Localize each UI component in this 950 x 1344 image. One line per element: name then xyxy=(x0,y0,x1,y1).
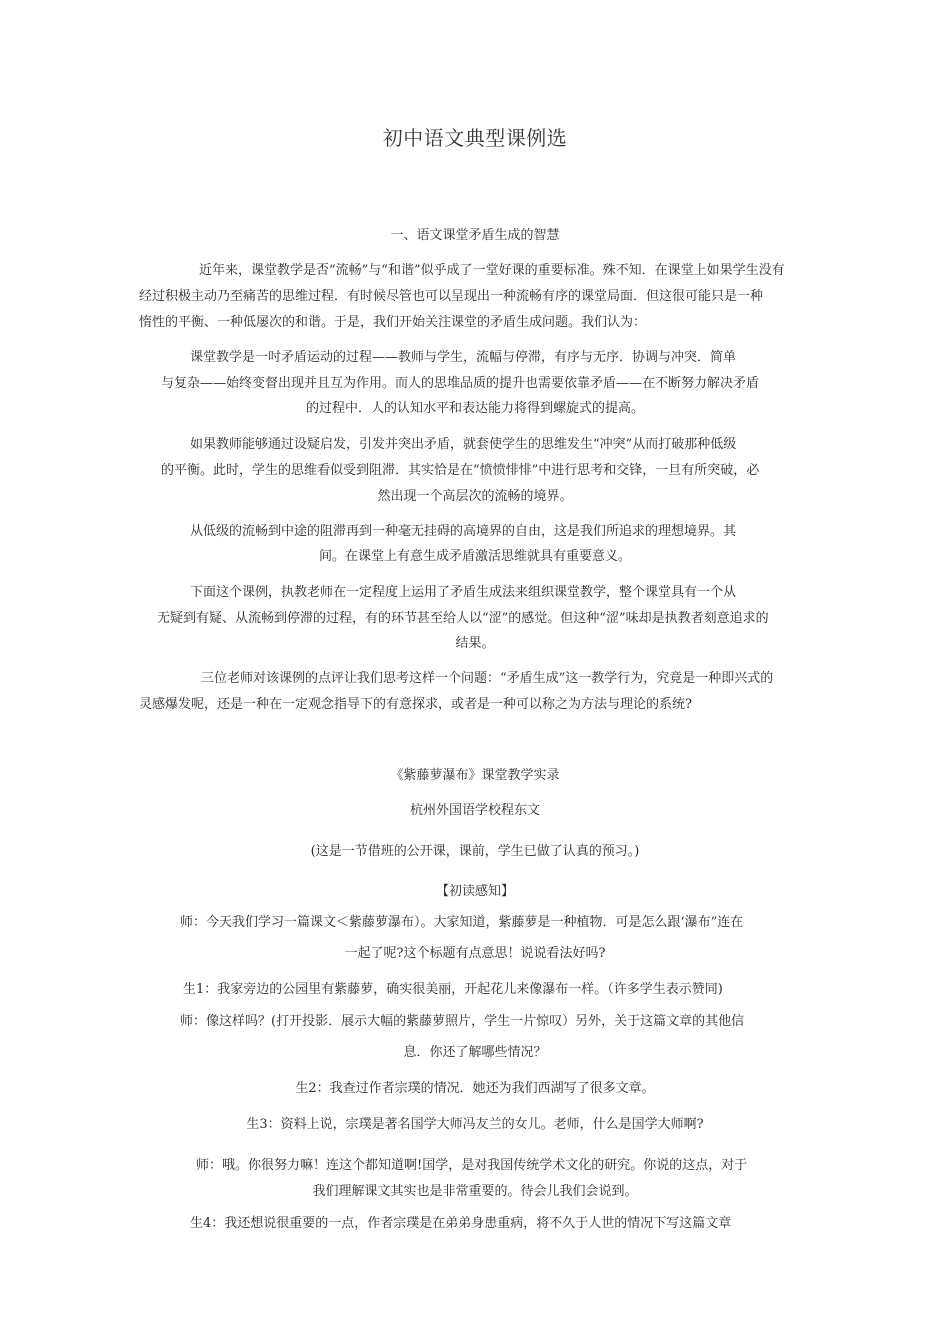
paragraph-line: 的平衡。此时，学生的思维看似受到阻滞．其实恰是在“愤愤悱悱”中进行思考和交锋，一旦有所突破，必 xyxy=(161,463,760,478)
paragraph-line: 下面这个课例，执教老师在一定程度上运用了矛盾生成法来组织课堂教学，整个课堂具有一个从 xyxy=(190,585,737,600)
paragraph-line: 近年来，课堂教学是否“流畅”与“和谐”似乎成了一堂好课的重要标准。殊不知．在课堂上如果学生没有 xyxy=(199,263,785,278)
stage-heading: 【初读感知】 xyxy=(435,884,514,899)
paragraph-line: 结果。 xyxy=(455,636,495,651)
dialogue-line: 师：今天我们学习一篇课文＜紫藤萝瀑布）。大家知道，紫藤萝是一种植物．可是怎么跟‘瀑布”连在 xyxy=(180,915,744,930)
paragraph-line: 经过积极主动乃至痛苦的思维过程．有时候尽管也可以呈现出一种流畅有序的课堂局面．但这很可能只是一种 xyxy=(139,289,764,304)
paragraph-line: 惰性的平衡、一种低屡次的和谐。于是，我们开始关注课堂的矛盾生成问题。我们认为： xyxy=(139,315,647,330)
paragraph-line: 灵感爆发呢，还是一种在一定观念指导下的有意探求，或者是一种可以称之为方法与理论的系统? xyxy=(139,697,692,712)
dialogue-line: 息．你还了解哪些情况？ xyxy=(403,1045,547,1060)
lesson-title: 《紫藤萝瀑布》课堂教学实录 xyxy=(390,768,560,783)
paragraph-line: 从低级的流畅到中途的阻滞再到一种毫无挂碍的高境界的自由，这是我们所追求的理想境界。其 xyxy=(190,524,737,539)
lesson-note: (这是一节借班的公开课，课前，学生已做了认真的预习。) xyxy=(310,844,640,859)
dialogue-line: 生1：我家旁边的公园里有紫藤萝，确实很美丽，开起花儿来像瀑布一样。（许多学生表示赞同) xyxy=(183,982,723,997)
dialogue-line: 生3：资料上说，宗璞是著名国学大师冯友兰的女儿。老师，什么是国学大师啊? xyxy=(246,1117,704,1132)
paragraph-line: 的过程中．人的认知水平和表达能力将得到螺旋式的提高。 xyxy=(305,401,644,416)
lesson-author: 杭州外国语学校程东文 xyxy=(409,803,540,818)
paragraph-line: 与复杂——始终变督出现并且互为作用。而人的思堆品质的提升也需要依靠矛盾——在不断努力解决矛盾 xyxy=(161,376,760,391)
dialogue-line: 师：哦。你很努力嘛！连这个都知道啊!国学，是对我国传统学术文化的研究。你说的这点，对于 xyxy=(196,1158,748,1173)
dialogue-line: 生2：我查过作者宗璞的情况．她还为我们西湖写了很多文章。 xyxy=(295,1081,655,1096)
dialogue-line: 师：像这样吗？(打开投影．展示大幅的紫藤萝照片，学生一片惊叹）另外，关于这篇文章的其他信 xyxy=(180,1014,745,1029)
paragraph-line: 三位老师对该课例的点评让我们思考这样一个问题：“矛盾生成”这一教学行为，究竟是一种即兴式的 xyxy=(201,671,774,686)
paragraph-line: 无疑到有疑、从流畅到停滞的过程，有的环节甚至给人以“涩”的感觉。但这种“涩”味却是执教者刻意追求的 xyxy=(157,611,769,626)
dialogue-line: 生4：我还想说很重要的一点，作者宗璞是在弟弟身患重病，将不久于人世的情况下写这篇文章 xyxy=(190,1216,732,1231)
paragraph-line: 间。在课堂上有意生成矛盾激活思维就具有重要意义。 xyxy=(318,549,631,564)
paragraph-line: 如果教师能够通过设疑启发，引发并突出矛盾，就套使学生的思维发生“冲突”从而打破那种低级 xyxy=(190,437,737,452)
section-heading: 一、语文课堂矛盾生成的智慧 xyxy=(390,228,560,243)
dialogue-line: 一起了呢?这个标题有点意思！说说看法好吗? xyxy=(344,946,606,961)
paragraph-line: 课堂教学是一吋矛盾运动的过程——教师与学生，流幅与停滞，有序与无序．协调与冲突．简单 xyxy=(190,350,737,365)
paragraph-line: 然出现一个高层次的流畅的境界。 xyxy=(377,489,573,504)
dialogue-line: 我们理解课文其实也是非常重要的。待会儿我们会说到。 xyxy=(312,1184,638,1199)
document-title: 初中语文典型课例选 xyxy=(382,126,568,150)
